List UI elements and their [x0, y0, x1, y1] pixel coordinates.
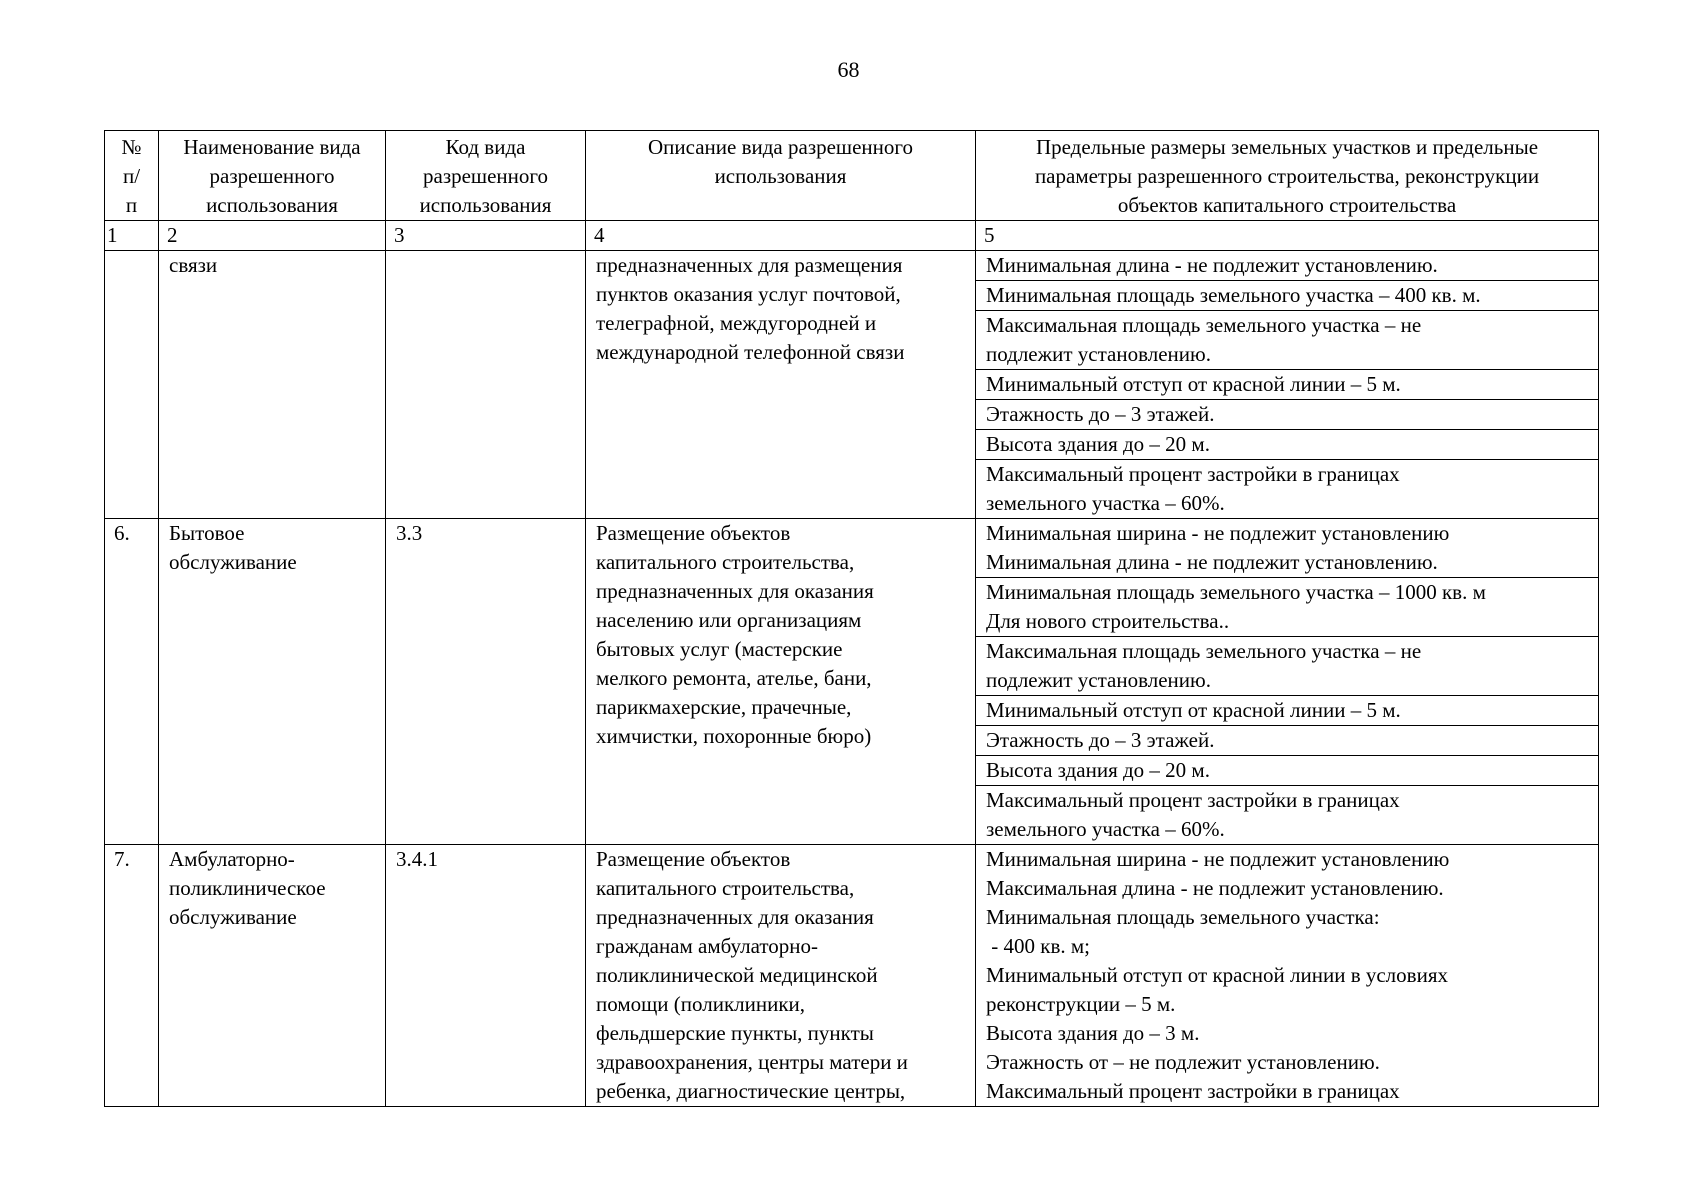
- use-description: [586, 251, 976, 519]
- text-line: - 400 кв. м;: [986, 934, 1090, 958]
- parameter-item: [976, 637, 1598, 696]
- parameter-item: [976, 756, 1598, 786]
- text-line: химчистки, похоронные бюро): [596, 724, 872, 748]
- text-line: земельного участка – 60%.: [986, 817, 1225, 841]
- text-line: Минимальная длина - не подлежит установлению.: [986, 550, 1438, 574]
- text-line: Высота здания до – 20 м.: [986, 432, 1210, 456]
- limit-parameters: [976, 519, 1599, 845]
- text-line: Минимальная ширина - не подлежит установлению: [986, 521, 1450, 545]
- text-line: Для нового строительства..: [986, 609, 1230, 633]
- parameter-item: [976, 251, 1598, 281]
- row-number: [105, 251, 159, 519]
- text-line: Минимальный отступ от красной линии – 5 м.: [986, 698, 1401, 722]
- text-line: Максимальная площадь земельного участка – не: [986, 313, 1422, 337]
- text-line: Минимальная длина - не подлежит установлению.: [986, 253, 1438, 277]
- table-row: [105, 251, 1599, 519]
- header-use-code: Код вида разрешенного использования: [386, 131, 586, 221]
- use-name: [159, 519, 386, 845]
- text-line: Этажность от – не подлежит установлению.: [986, 1050, 1380, 1074]
- text-line: обслуживание: [169, 905, 297, 929]
- text-line: подлежит установлению.: [986, 342, 1211, 366]
- use-description: [586, 519, 976, 845]
- text-line: земельного участка – 60%.: [986, 491, 1225, 515]
- column-number: 1: [105, 221, 159, 251]
- text-line: Минимальная площадь земельного участка:: [986, 905, 1380, 929]
- parameter-item: [976, 578, 1598, 637]
- header-use-description: Описание вида разрешенного использования: [586, 131, 976, 221]
- text-line: международной телефонной связи: [596, 340, 905, 364]
- use-name: [159, 251, 386, 519]
- text-line: Размещение объектов: [596, 847, 791, 871]
- use-code: 3.4.1: [386, 845, 586, 1107]
- text-line: пунктов оказания услуг почтовой,: [596, 282, 901, 306]
- text-line: Максимальная площадь земельного участка – не: [986, 639, 1422, 663]
- text-line: предназначенных для оказания: [596, 579, 874, 603]
- table-row: [105, 845, 1599, 1107]
- page-number: 68: [837, 57, 860, 82]
- text-line: Размещение объектов: [596, 521, 791, 545]
- text-line: Минимальная площадь земельного участка – 1000 кв. м: [986, 580, 1486, 604]
- text-line: связи: [169, 253, 218, 277]
- use-name: [159, 845, 386, 1107]
- text-line: парикмахерские, прачечные,: [596, 695, 852, 719]
- text-line: Этажность до – 3 этажей.: [986, 728, 1215, 752]
- text-line: поликлинической медицинской: [596, 963, 878, 987]
- use-code: 3.3: [386, 519, 586, 845]
- column-number: 2: [159, 221, 386, 251]
- text-line: мелкого ремонта, ателье, бани,: [596, 666, 872, 690]
- text-line: здравоохранения, центры матери и: [596, 1050, 908, 1074]
- text-line: Максимальный процент застройки в границах: [986, 788, 1400, 812]
- text-line: Максимальный процент застройки в границах: [986, 462, 1400, 486]
- parameter-item: [976, 430, 1598, 460]
- text-line: ребенка, диагностические центры,: [596, 1079, 906, 1103]
- parameter-item: [976, 460, 1598, 518]
- text-line: фельдшерские пункты, пункты: [596, 1021, 874, 1045]
- text-line: гражданам амбулаторно-: [596, 934, 819, 958]
- text-line: предназначенных для размещения: [596, 253, 903, 277]
- text-line: предназначенных для оказания: [596, 905, 874, 929]
- column-number: 5: [976, 221, 1599, 251]
- text-line: Высота здания до – 20 м.: [986, 758, 1210, 782]
- limit-parameters: [976, 845, 1599, 1107]
- text-line: Этажность до – 3 этажей.: [986, 402, 1215, 426]
- permitted-use-table: [104, 130, 1599, 1107]
- parameter-item: [976, 370, 1598, 400]
- column-number-row: [105, 221, 1599, 251]
- text-line: помощи (поликлиники,: [596, 992, 806, 1016]
- limit-parameters: [976, 251, 1599, 519]
- text-line: подлежит установлению.: [986, 668, 1211, 692]
- text-line: капитального строительства,: [596, 876, 855, 900]
- parameter-item: [976, 726, 1598, 756]
- parameter-item: [976, 696, 1598, 726]
- text-line: Высота здания до – 3 м.: [986, 1021, 1200, 1045]
- parameter-item: [976, 311, 1598, 370]
- parameter-item: [976, 786, 1598, 844]
- text-line: реконструкции – 5 м.: [986, 992, 1176, 1016]
- text-line: Амбулаторно-: [169, 847, 295, 871]
- text-line: Максимальный процент застройки в границах: [986, 1079, 1400, 1103]
- table-row: [105, 519, 1599, 845]
- parameter-item: [976, 281, 1598, 311]
- header-use-name: Наименование вида разрешенного использования: [159, 131, 386, 221]
- text-line: поликлиническое: [169, 876, 326, 900]
- text-line: Бытовое: [169, 521, 245, 545]
- text-line: Минимальный отступ от красной линии – 5 м.: [986, 372, 1401, 396]
- text-line: бытовых услуг (мастерские: [596, 637, 843, 661]
- header-number: № п/ п: [105, 131, 159, 221]
- parameter-item: [976, 845, 1598, 1106]
- text-line: обслуживание: [169, 550, 297, 574]
- text-line: капитального строительства,: [596, 550, 855, 574]
- text-line: Минимальный отступ от красной линии в условиях: [986, 963, 1448, 987]
- text-line: телеграфной, междугородней и: [596, 311, 877, 335]
- use-code: [386, 251, 586, 519]
- column-number: 3: [386, 221, 586, 251]
- table-header-row: [105, 131, 1599, 221]
- text-line: Минимальная площадь земельного участка – 400 кв. м.: [986, 283, 1481, 307]
- row-number: 7.: [105, 845, 159, 1107]
- use-description: [586, 845, 976, 1107]
- parameter-item: [976, 519, 1598, 578]
- parameter-item: [976, 400, 1598, 430]
- column-number: 4: [586, 221, 976, 251]
- row-number: 6.: [105, 519, 159, 845]
- text-line: населению или организациям: [596, 608, 862, 632]
- header-limit-parameters: Предельные размеры земельных участков и предельные параметры разрешенного строительства, реконструкции объектов капитального строительства: [976, 131, 1599, 221]
- text-line: Максимальная длина - не подлежит установлению.: [986, 876, 1444, 900]
- text-line: Минимальная ширина - не подлежит установлению: [986, 847, 1450, 871]
